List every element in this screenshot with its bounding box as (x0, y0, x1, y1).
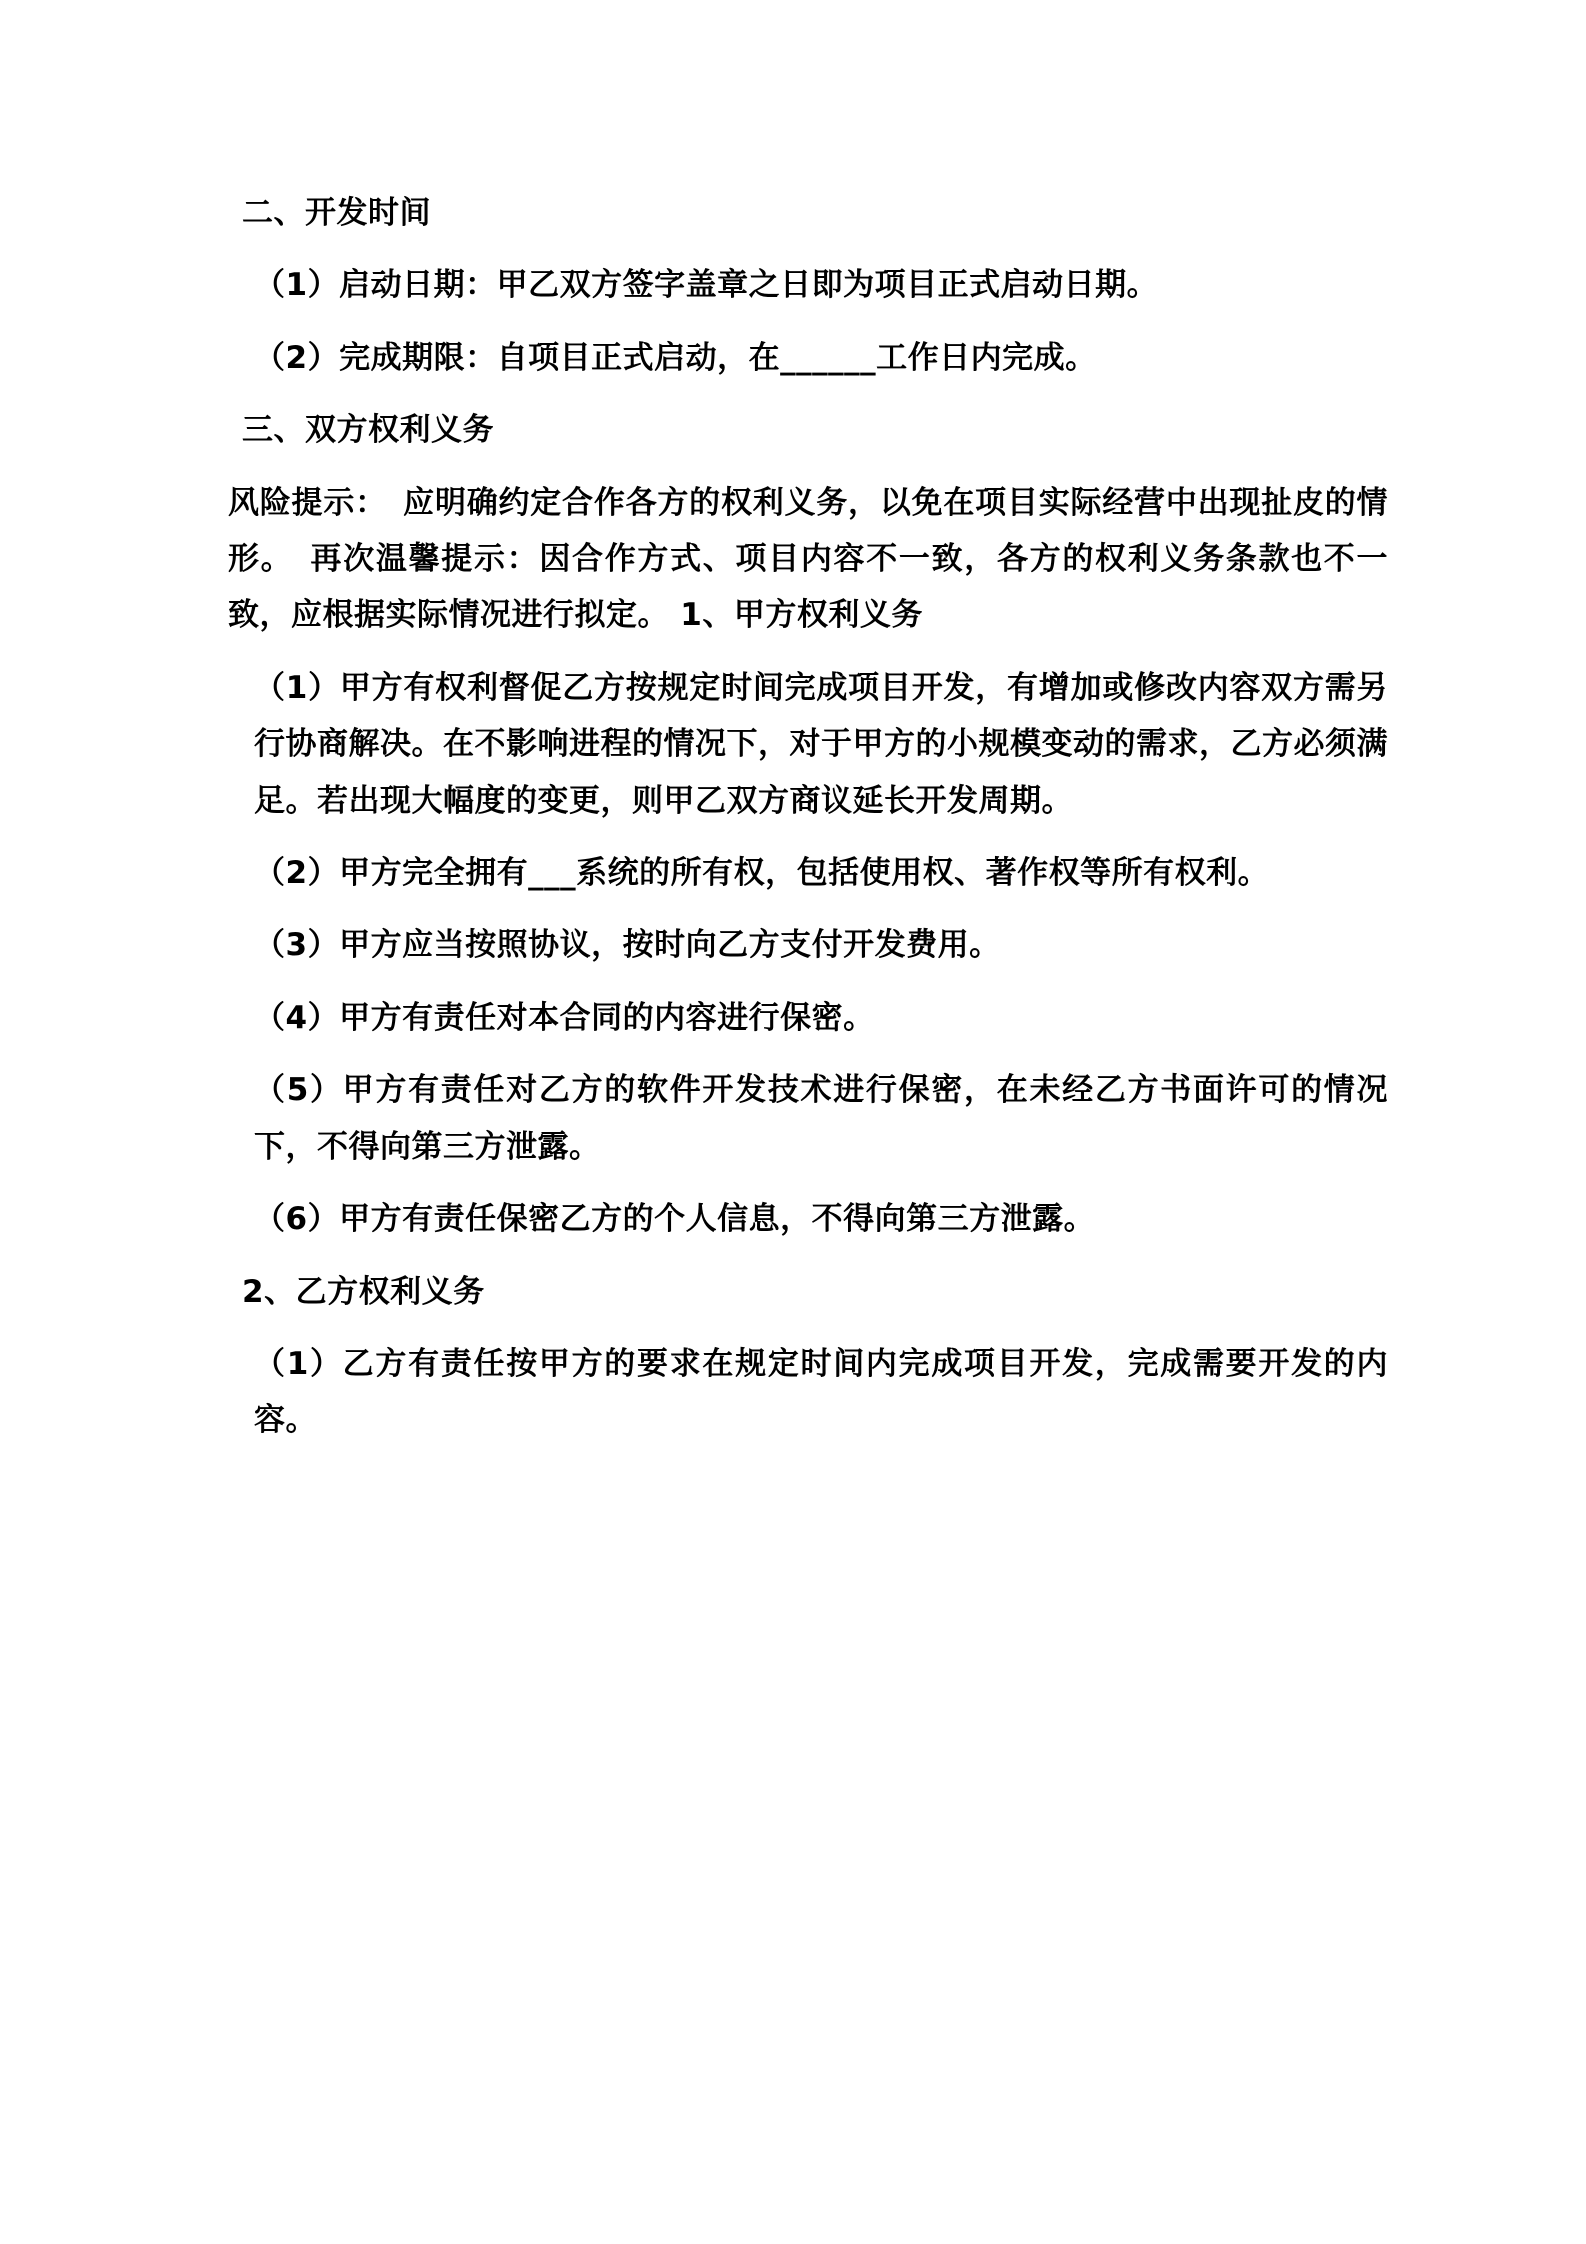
paragraph-party-a-item-5: （5）甲方有责任对乙方的软件开发技术进行保密，在未经乙方书面许可的情况下，不得向第三方泄露。 (254, 1072, 1388, 1165)
paragraph-risk-reminder: 风险提示： 应明确约定合作各方的权利义务，以免在项目实际经营中出现扯皮的情形。 再次温馨提示：因合作方式、项目内容不一致，各方的权利义务条款也不一致，应根据实际情况进行拟定。 1、甲方权利义务 (228, 484, 1388, 634)
paragraph-party-a-item-4: （4）甲方有责任对本合同的内容进行保密。 (254, 999, 875, 1036)
paragraph-completion-deadline: （2）完成期限：自项目正式启动，在______工作日内完成。 (254, 339, 1097, 376)
paragraph-party-a-item-2: （2）甲方完全拥有___系统的所有权，包括使用权、著作权等所有权利。 (254, 855, 1270, 892)
document-body (228, 185, 1388, 1449)
heading-party-b-rights: 2、乙方权利义务 (242, 1273, 485, 1310)
paragraph-start-date: （1）启动日期：甲乙双方签字盖章之日即为项目正式启动日期。 (254, 267, 1159, 304)
paragraph-party-b-item-1: （1）乙方有责任按甲方的要求在规定时间内完成项目开发，完成需要开发的内容。 (254, 1345, 1388, 1439)
heading-development-time: 二、开发时间 (242, 195, 431, 231)
paragraph-party-a-item-1: （1）甲方有权利督促乙方按规定时间完成项目开发，有增加或修改内容双方需另行协商解决。在不影响进程的情况下，对于甲方的小规模变动的需求，乙方必须满足。若出现大幅度的变更，则甲乙双方商议延长开发周期。 (254, 669, 1388, 819)
paragraph-party-a-item-3: （3）甲方应当按照协议，按时向乙方支付开发费用。 (254, 927, 1001, 964)
heading-rights-obligations: 三、双方权利义务 (242, 412, 494, 449)
paragraph-party-a-item-6: （6）甲方有责任保密乙方的个人信息，不得向第三方泄露。 (254, 1201, 1096, 1238)
